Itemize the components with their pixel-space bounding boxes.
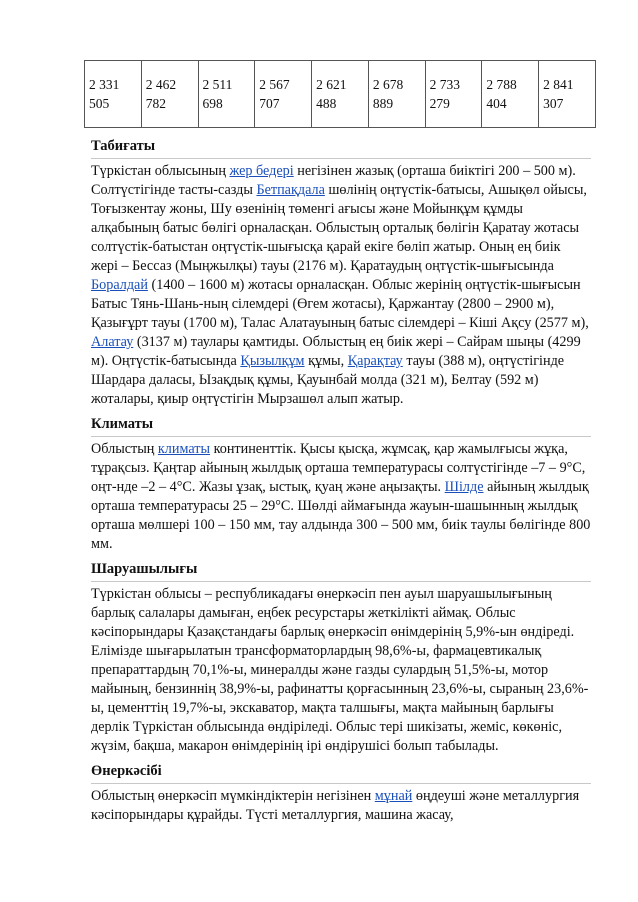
- text-run: шөлінің оңтүстік-батысы, Ашықөл ойысы, Тоғызкентау жоны, Шу өзенінің төменгі ағысы және Мойынқұм құмды алқабының батыс бөлігі орналасқан. Облыстың орталық бөлігін Қаратау жотасы солтүстік-батыстан оңтүстік-шығысқа қарай екіге бөліп жатыр. Оның ең биік жері – Бессаз (Мыңжылқы) тауы (2176 м). Қаратаудың оңтүстік-шығысында: [91, 182, 587, 274]
- cell-line: 2 462: [145, 77, 177, 92]
- link-oil[interactable]: мұнай: [374, 788, 413, 804]
- table-cell: [425, 61, 482, 128]
- link-kyzylkum[interactable]: Қызылқұм: [240, 353, 305, 369]
- nature-paragraph: [91, 162, 591, 409]
- cell-line: 2 733: [429, 77, 460, 92]
- table-cell: [312, 61, 369, 128]
- text-run: (1400 – 1600 м) жотасы орналасқан. Облыс жерінің оңтүстік-шығысын Батыс Тянь-Шань-ның сілемдері (Өгем жотасы), Қаржантау (2800 – 2900 м), Қазығұрт тауы (1700 м), Талас Алатауының батыс сілемдері – Кіші Ақсу (2577 м),: [91, 277, 589, 331]
- table-cell: [85, 61, 142, 128]
- cell-line: 2 841: [543, 77, 574, 92]
- text-run: Түркістан облысының: [91, 163, 230, 179]
- section-heading-agriculture: Шаруашылығы: [91, 560, 591, 582]
- link-relief[interactable]: жер бедері: [229, 163, 294, 179]
- cell-line: 2 678: [372, 77, 404, 92]
- cell-line: 782: [145, 96, 167, 111]
- link-boraldai[interactable]: Боралдай: [91, 277, 148, 293]
- cell-line: 279: [429, 96, 450, 111]
- section-heading-climate: Климаты: [91, 415, 591, 437]
- cell-line: 2 511: [202, 77, 233, 92]
- text-run: өңдеуші және металлургия кәсіпорындары құрайды. Түсті металлургия, машина жасау,: [91, 788, 580, 823]
- text-run: (3137 м) таулары қамтиды. Облыстың ең биік жері – Сайрам шыңы (4299 м). Оңтүстік-батысында: [91, 334, 581, 369]
- table-row: [85, 61, 596, 128]
- article-body: [91, 137, 591, 831]
- table-cell: [482, 61, 539, 128]
- cell-line: 707: [259, 96, 280, 111]
- cell-line: 307: [543, 96, 564, 111]
- table-cell: [198, 61, 255, 128]
- cell-line: 889: [372, 96, 394, 111]
- population-table: [84, 60, 596, 128]
- link-alatau[interactable]: Алатау: [91, 334, 134, 350]
- text-run: құмы,: [304, 353, 348, 369]
- cell-line: 2 788: [486, 77, 517, 92]
- cell-line: 404: [486, 96, 507, 111]
- text-run: Облыстың өнеркәсіп мүмкіндіктерін негізінен: [91, 788, 375, 804]
- cell-line: 698: [202, 96, 223, 111]
- link-climate[interactable]: климаты: [157, 441, 211, 457]
- cell-line: 2 567: [259, 77, 290, 92]
- climate-paragraph: [91, 440, 591, 554]
- text-run: Облыстың: [91, 441, 158, 457]
- cell-line: 488: [316, 96, 337, 111]
- agriculture-paragraph: Түркістан облысы – республикадағы өнеркәсіп пен ауыл шаруашылығының барлық салалары дамыған, еңбек ресурстары жеткілікті аймақ. Облыс кәсіпорындары Қазақстандағы барлық өнеркәсіп өнімдерінің 5,9%-ын өндіреді. Елімізде шығарылатын трансформаторлардың 98,6%-ы, фармацевтикалық препараттардың 70,1%-ы, минералды және газды сулардың 51,5%-ы, мотор майының, бензиннің 38,9%-ы, рафинатты қорғасынның 23,6%-ы, сыраның 23,6%-ы, цементтің 19,7%-ы, экскаватор, мақта талшығы, мақта майының барлығы дерлік Түркістан облысында өндіріледі. Облыс тері шикізаты, жеміс, көкөніс, жүзім, бақша, макарон өнімдерінің ірі өндірушісі болып табылады.: [91, 586, 589, 754]
- table-cell: [539, 61, 596, 128]
- table-cell: [368, 61, 425, 128]
- text-run: континенттік. Қысы қысқа, жұмсақ, қар жамылғысы жұқа, тұрақсыз. Қаңтар айының жылдық орташа температурасы солтүстігінде –7 – 9°С, оңт-нде –2 – 4°С. Жазы ұзақ, ыстық, қуаң және аңызақты.: [91, 441, 586, 495]
- text-run: негізінен жазық (орташа биіктігі 200 – 500 м). Солтүстігінде тасты-сазды: [91, 163, 576, 198]
- table-cell: [141, 61, 198, 128]
- table-cell: [255, 61, 312, 128]
- link-july[interactable]: Шілде: [444, 479, 484, 495]
- text-run: тауы (388 м), оңтүстігінде Шардара даласы, Ызақдық құмы, Қауынбай молда (321 м), Белтау (592 м) жоталары, қиыр оңтүстігін Мырзашөл алып жатыр.: [91, 353, 565, 407]
- link-betpakdala[interactable]: Бетпақдала: [256, 182, 325, 198]
- section-heading-nature: Табиғаты: [91, 137, 591, 159]
- cell-line: 2 331: [89, 77, 120, 92]
- section-heading-industry: Өнеркәсібі: [91, 762, 591, 784]
- text-run: айының жылдық орташа температурасы 25 – 29°С. Шөлді аймағында жауын-шашынның жылдық орташа мөлшері 100 – 150 мм, тау алдында 300 – 500 мм, биік таулы бөлігінде 800 мм.: [91, 479, 591, 552]
- cell-line: 505: [89, 96, 110, 111]
- cell-line: 2 621: [316, 77, 347, 92]
- industry-paragraph: [91, 787, 591, 825]
- link-karaktau[interactable]: Қарақтау: [347, 353, 403, 369]
